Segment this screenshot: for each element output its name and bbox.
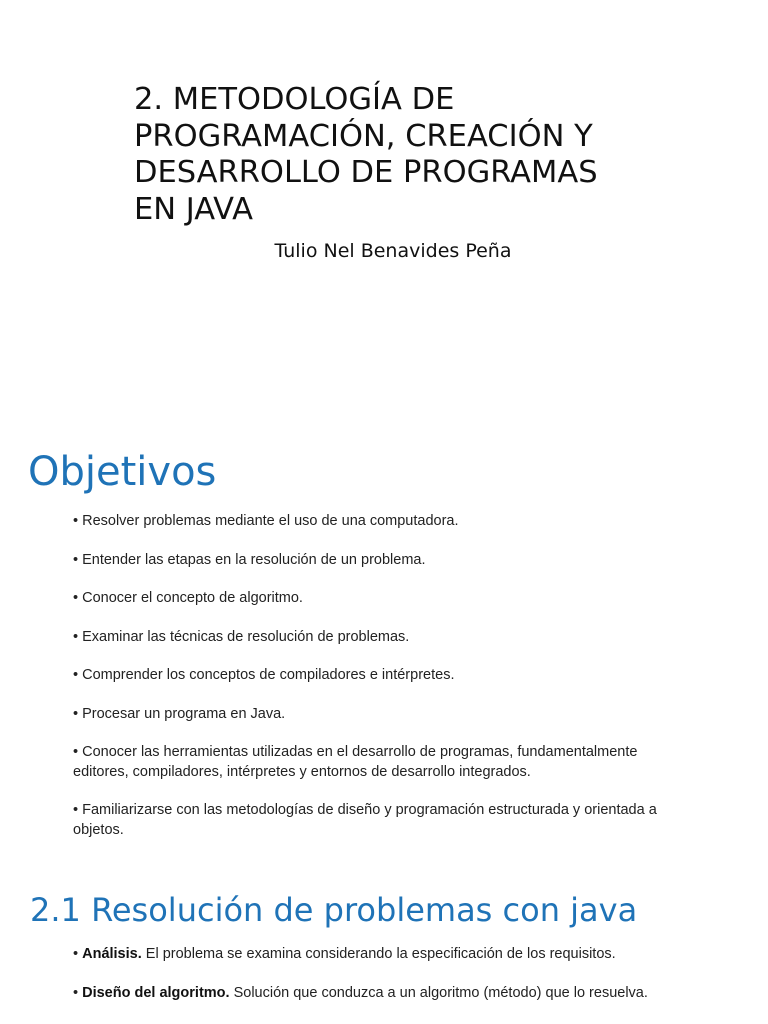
resolution-heading: 2.1 Resolución de problemas con java xyxy=(30,891,638,929)
resolution-term: Análisis. xyxy=(82,946,142,962)
objective-item: • Familiarizarse con las metodologías de diseño y programación estructurada y orientada a objetos. xyxy=(73,802,657,838)
resolution-list xyxy=(73,945,753,1022)
objective-item: • Examinar las técnicas de resolución de problemas. xyxy=(73,628,410,645)
resolution-text: El problema se examina considerando la especificación de los requisitos. xyxy=(145,946,616,962)
objectives-list xyxy=(73,512,693,859)
resolution-item xyxy=(73,984,753,1004)
objective-item: • Comprender los conceptos de compiladores e intérpretes. xyxy=(73,667,455,683)
objective-item: • Entender las etapas en la resolución de un problema. xyxy=(73,551,426,568)
objective-item: • Procesar un programa en Java. xyxy=(73,705,286,722)
bullet: • xyxy=(73,984,79,1001)
title-line: DESARROLLO DE PROGRAMAS xyxy=(134,155,598,190)
objectives-heading: Objetivos xyxy=(28,449,217,495)
title-line: EN JAVA xyxy=(134,191,253,227)
bullet: • xyxy=(73,946,79,962)
objective-item: • Conocer las herramientas utilizadas en el desarrollo de programas, fundamentalmente editores, compiladores, intérpretes y entornos de desarrollo integrados. xyxy=(73,744,638,780)
title-line: 2. METODOLOGÍA DE xyxy=(134,82,455,117)
title-line: PROGRAMACIÓN, CREACIÓN Y xyxy=(134,118,593,154)
title-block xyxy=(134,82,694,228)
resolution-text: Solución que conduzca a un algoritmo (método) que lo resuelva. xyxy=(233,984,648,1001)
objective-item: • Resolver problemas mediante el uso de una computadora. xyxy=(73,513,459,529)
resolution-term: Diseño del algoritmo. xyxy=(82,984,230,1001)
document-title xyxy=(134,82,694,228)
resolution-item xyxy=(73,945,753,965)
author-name: Tulio Nel Benavides Peña xyxy=(274,240,512,262)
objective-item: • Conocer el concepto de algoritmo. xyxy=(73,590,303,606)
